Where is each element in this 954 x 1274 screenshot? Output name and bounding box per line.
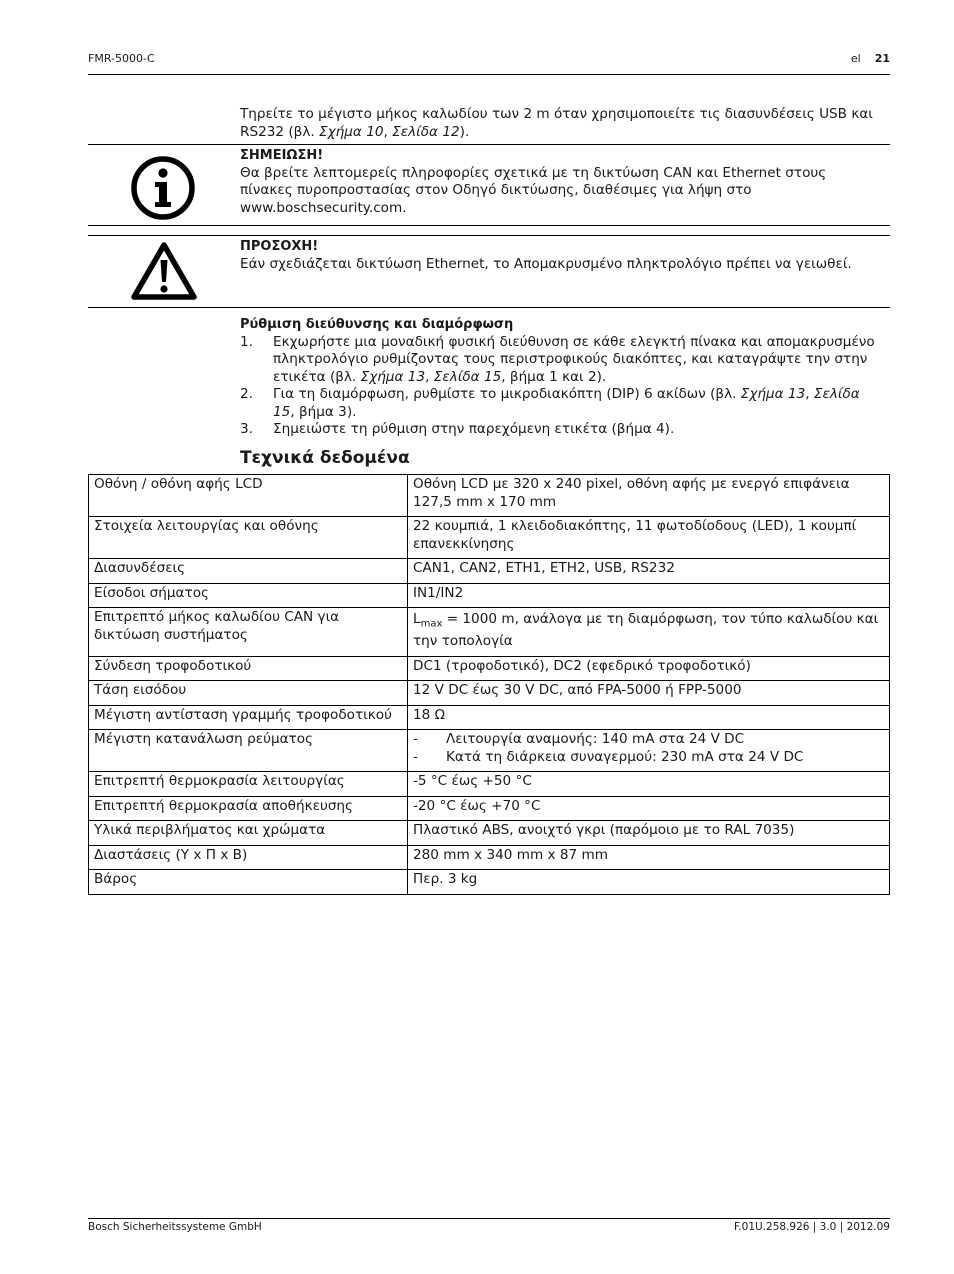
page-number: 21 xyxy=(874,52,890,65)
caution-notice xyxy=(88,235,890,308)
row-label: Οθόνη / οθόνη αφής LCD xyxy=(89,475,408,517)
value-subscript: max xyxy=(420,618,443,630)
row-label: Στοιχεία λειτουργίας και οθόνης xyxy=(89,517,408,559)
row-value xyxy=(408,608,890,657)
document-reference: F.01U.258.926 | 3.0 | 2012.09 xyxy=(733,1221,890,1233)
row-value: -5 °C έως +50 °C xyxy=(408,772,890,797)
tech-data-table xyxy=(88,474,890,895)
ref-separator: , xyxy=(805,386,814,402)
dash-marker: - xyxy=(413,731,418,748)
row-value: Περ. 3 kg xyxy=(408,870,890,895)
row-label: Επιτρεπτή θερμοκρασία λειτουργίας xyxy=(89,772,408,797)
company-name: Bosch Sicherheitssysteme GmbH xyxy=(88,1221,262,1233)
value-symbol: L xyxy=(413,611,421,627)
note-notice xyxy=(88,144,890,226)
step-end: , βήμα 3). xyxy=(290,403,357,420)
row-value xyxy=(408,730,890,772)
table-row xyxy=(89,705,890,730)
row-label: Επιτρεπτή θερμοκρασία αποθήκευσης xyxy=(89,796,408,821)
row-label: Είσοδοι σήματος xyxy=(89,583,408,608)
note-text: Θα βρείτε λεπτομερείς πληροφορίες σχετικά με τη δικτύωση CAN και Ethernet στους πίνακες πυροπροστασίας στον Οδηγό δικτύωσης, διαθέσιμες για λήψη στο www.boschsecurity.com. xyxy=(240,164,827,216)
doc-id: FMR-5000-C xyxy=(88,52,155,65)
table-row xyxy=(89,517,890,559)
ref-separator: , xyxy=(383,123,393,140)
row-label: Μέγιστη κατανάλωση ρεύματος xyxy=(89,730,408,772)
row-value: CAN1, CAN2, ETH1, ETH2, USB, RS232 xyxy=(408,559,890,584)
page-ref: Σελίδα 15 xyxy=(433,368,502,385)
warning-icon xyxy=(130,240,198,306)
step-text: Σημειώστε τη ρύθμιση στην παρεχόμενη ετικέτα (βήμα 4). xyxy=(273,421,675,437)
intro-text: Τηρείτε το μέγιστο μήκος καλωδίου των 2 m όταν χρησιμοποιείτε τις διασυνδέσεις USB και RS232 (βλ. xyxy=(240,106,873,140)
page-ref: Σελίδα 12 xyxy=(392,123,460,140)
table-row xyxy=(89,730,890,772)
page-ref: Σελίδα 15 xyxy=(273,386,860,420)
row-value: 280 mm x 340 mm x 87 mm xyxy=(408,845,890,870)
table-row xyxy=(89,656,890,681)
table-row xyxy=(89,681,890,706)
step-number: 1. xyxy=(240,333,253,350)
row-value: 22 κουμπιά, 1 κλειδοδιακόπτης, 11 φωτοδίοδους (LED), 1 κουμπί επανεκκίνησης xyxy=(408,517,890,559)
page-header xyxy=(88,52,890,75)
list-item xyxy=(240,386,880,421)
row-value: Πλαστικό ABS, ανοιχτό γκρι (παρόμοιο με το RAL 7035) xyxy=(408,821,890,846)
list-item xyxy=(413,731,884,749)
row-label: Βάρος xyxy=(89,870,408,895)
list-item xyxy=(413,749,884,767)
list-item xyxy=(240,421,880,439)
item-text: Λειτουργία αναμονής: 140 mA στα 24 V DC xyxy=(446,731,745,748)
ref-separator: , xyxy=(425,368,434,385)
intro-end: ). xyxy=(459,123,470,140)
value-text: = 1000 m, ανάλογα με τη διαμόρφωση, τον τύπο καλωδίου και την τοπολογία xyxy=(413,611,879,650)
caution-text: Εάν σχεδιάζεται δικτύωση Ethernet, το Απομακρυσμένο πληκτρολόγιο πρέπει να γειωθεί. xyxy=(240,255,852,272)
row-value: 12 V DC έως 30 V DC, από FPA-5000 ή FPP-5000 xyxy=(408,681,890,706)
setup-heading: Ρύθμιση διεύθυνσης και διαμόρφωση xyxy=(240,317,514,332)
row-value: -20 °C έως +70 °C xyxy=(408,796,890,821)
step-number: 3. xyxy=(240,421,253,437)
setup-steps xyxy=(240,334,880,439)
intro-paragraph xyxy=(240,106,880,141)
table-row xyxy=(89,475,890,517)
row-label: Μέγιστη αντίσταση γραμμής τροφοδοτικού xyxy=(89,705,408,730)
figure-ref: Σχήμα 10 xyxy=(319,123,384,140)
page-info xyxy=(851,52,890,65)
table-row xyxy=(89,870,890,895)
item-text: Κατά τη διάρκεια συναγερμού: 230 mA στα 24 V DC xyxy=(446,748,804,765)
table-row xyxy=(89,583,890,608)
info-icon xyxy=(130,155,196,225)
row-value: 18 Ω xyxy=(408,705,890,730)
language-code: el xyxy=(850,52,861,65)
row-label: Υλικά περιβλήματος και χρώματα xyxy=(89,821,408,846)
row-label: Διαστάσεις (Υ x Π x Β) xyxy=(89,845,408,870)
table-row xyxy=(89,796,890,821)
step-end: , βήμα 1 και 2). xyxy=(501,368,607,385)
section-title: Τεχνικά δεδομένα xyxy=(240,448,410,468)
row-value: DC1 (τροφοδοτικό), DC2 (εφεδρικό τροφοδοτικό) xyxy=(408,656,890,681)
table-row xyxy=(89,821,890,846)
row-label: Τάση εισόδου xyxy=(89,681,408,706)
step-number: 2. xyxy=(240,386,253,402)
note-heading: ΣΗΜΕΙΩΣΗ! xyxy=(240,148,324,163)
setup-section xyxy=(240,316,880,439)
table-row xyxy=(89,559,890,584)
row-label: Σύνδεση τροφοδοτικού xyxy=(89,656,408,681)
table-row xyxy=(89,772,890,797)
row-value: Οθόνη LCD με 320 x 240 pixel, οθόνη αφής με ενεργό επιφάνεια 127,5 mm x 170 mm xyxy=(408,475,890,517)
row-label: Επιτρεπτό μήκος καλωδίου CAN για δικτύωση συστήματος xyxy=(89,608,408,657)
figure-ref: Σχήμα 13 xyxy=(360,368,426,385)
table-row xyxy=(89,608,890,657)
caution-heading: ΠΡΟΣΟΧΗ! xyxy=(240,239,319,254)
row-value: IN1/IN2 xyxy=(408,583,890,608)
table-row xyxy=(89,845,890,870)
step-text: Για τη διαμόρφωση, ρυθμίστε το μικροδιακόπτη (DIP) 6 ακίδων (βλ. xyxy=(273,386,741,402)
figure-ref: Σχήμα 13 xyxy=(740,386,806,402)
page-footer xyxy=(88,1218,890,1233)
step-text: Εκχωρήστε μια μοναδική φυσική διεύθυνση σε κάθε ελεγκτή πίνακα και απομακρυσμένο πληκτρολόγιο ρυθμίζοντας τους περιστροφικούς διακόπτες, και καταγράψτε την στην ετικέτα (βλ. xyxy=(273,333,875,385)
row-label: Διασυνδέσεις xyxy=(89,559,408,584)
dash-marker: - xyxy=(413,748,418,765)
list-item xyxy=(240,334,880,387)
